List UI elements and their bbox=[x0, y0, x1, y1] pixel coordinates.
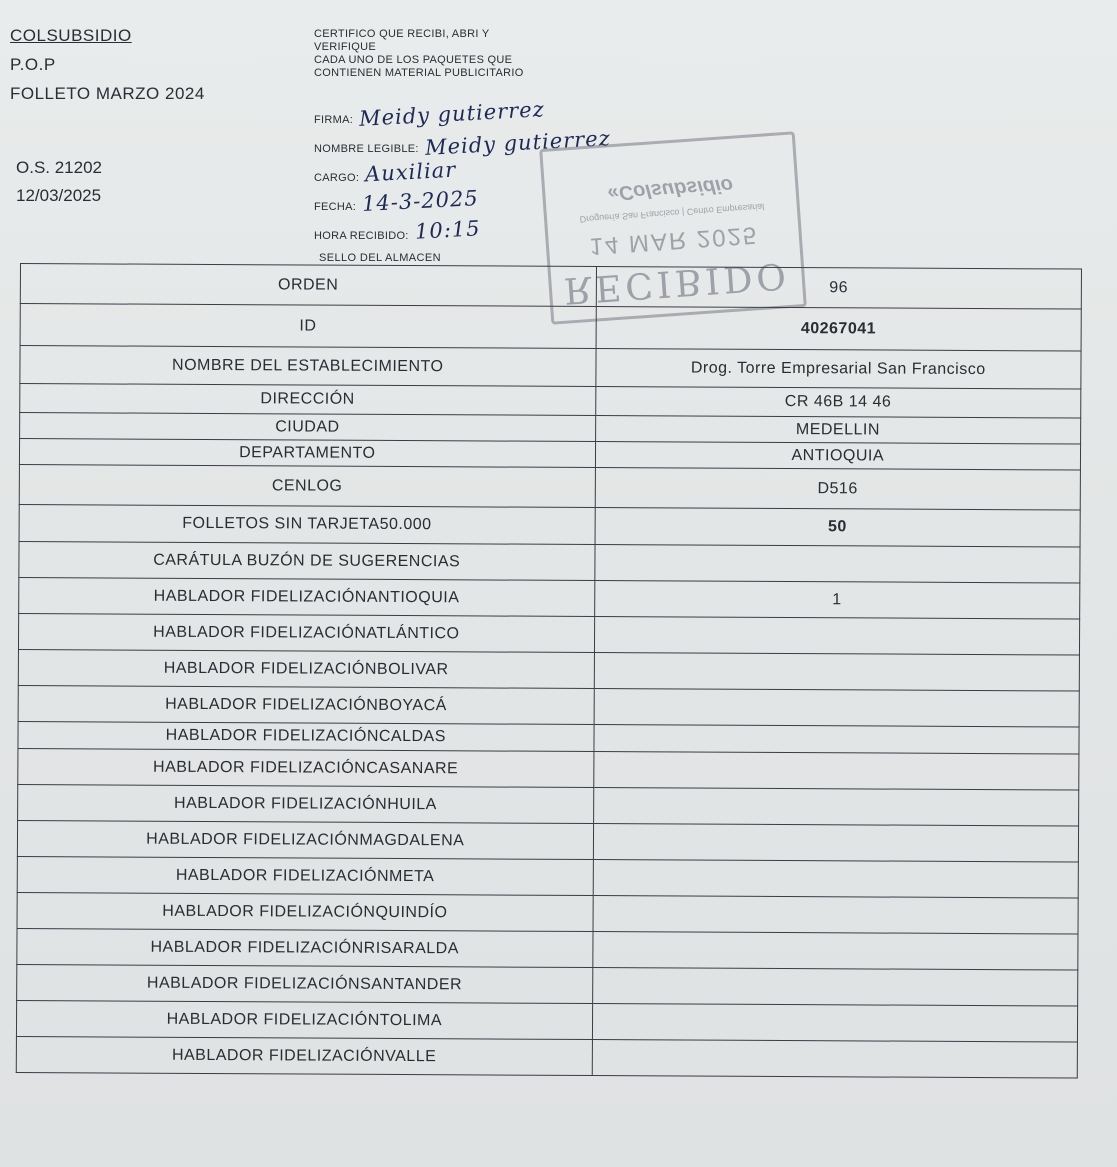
row-value: CR 46B 14 46 bbox=[595, 387, 1081, 419]
row-label: ORDEN bbox=[20, 264, 596, 307]
hora-label: HORA RECIBIDO: bbox=[314, 230, 409, 242]
table-row bbox=[19, 541, 1080, 583]
table-row bbox=[17, 964, 1078, 1006]
firma-field bbox=[314, 97, 611, 131]
row-label: HABLADOR FIDELIZACIÓNATLÁNTICO bbox=[18, 613, 594, 652]
table-row bbox=[18, 613, 1079, 655]
stamp-date: 14 MAR 2025 bbox=[588, 221, 759, 260]
table-row bbox=[16, 1000, 1077, 1042]
row-value: MEDELLIN bbox=[595, 416, 1081, 445]
row-value: 50 bbox=[595, 508, 1081, 548]
folleto-title: FOLLETO MARZO 2024 bbox=[10, 84, 205, 103]
firma-value: Meidy gutierrez bbox=[358, 97, 546, 131]
row-label: HABLADOR FIDELIZACIÓNTOLIMA bbox=[16, 1000, 592, 1039]
cert-line: VERIFIQUE bbox=[314, 41, 376, 53]
table-row bbox=[18, 748, 1079, 790]
row-value bbox=[594, 545, 1080, 584]
fecha-label: FECHA: bbox=[314, 201, 357, 213]
table-row bbox=[17, 928, 1078, 970]
row-label: HABLADOR FIDELIZACIÓNVALLE bbox=[16, 1036, 592, 1075]
table-row bbox=[19, 504, 1080, 547]
table-row bbox=[19, 577, 1080, 619]
row-value bbox=[593, 824, 1079, 863]
stamp-subtitle: Droguería San Francisco | Centro Empresarial bbox=[579, 201, 765, 225]
table-row bbox=[18, 649, 1079, 691]
row-value: ANTIOQUIA bbox=[595, 442, 1081, 471]
cert-line: CERTIFICO QUE RECIBI, ABRI Y bbox=[314, 28, 490, 40]
row-value: 40267041 bbox=[596, 307, 1082, 352]
table-row bbox=[19, 464, 1080, 510]
row-value bbox=[593, 788, 1079, 827]
row-value: 1 bbox=[594, 581, 1080, 620]
row-label: DEPARTAMENTO bbox=[19, 439, 595, 468]
table-row bbox=[18, 685, 1079, 727]
row-value bbox=[594, 689, 1080, 728]
dept-name: P.O.P bbox=[10, 55, 56, 74]
row-label: CIUDAD bbox=[20, 413, 596, 442]
row-value bbox=[592, 932, 1078, 971]
cert-line: CONTIENEN MATERIAL PUBLICITARIO bbox=[314, 67, 524, 79]
order-table bbox=[16, 263, 1082, 1079]
cargo-value: Auxiliar bbox=[364, 157, 458, 187]
os-number: O.S. 21202 bbox=[16, 158, 103, 177]
row-label: CARÁTULA BUZÓN DE SUGERENCIAS bbox=[19, 541, 595, 580]
row-value: 96 bbox=[596, 267, 1082, 310]
sello-label: SELLO DEL ALMACEN bbox=[319, 252, 441, 264]
cert-line: CADA UNO DE LOS PAQUETES QUE bbox=[314, 54, 513, 66]
row-value bbox=[592, 968, 1078, 1007]
row-label: FOLLETOS SIN TARJETA50.000 bbox=[19, 504, 595, 544]
os-date: 12/03/2025 bbox=[16, 186, 102, 205]
row-label: HABLADOR FIDELIZACIÓNBOLIVAR bbox=[18, 649, 594, 688]
table-row bbox=[16, 1036, 1077, 1078]
row-label: HABLADOR FIDELIZACIÓNANTIOQUIA bbox=[19, 577, 595, 616]
order-info bbox=[16, 154, 102, 210]
row-label: HABLADOR FIDELIZACIÓNBOYACÁ bbox=[18, 685, 594, 724]
row-value bbox=[593, 896, 1079, 935]
firma-label: FIRMA: bbox=[314, 114, 354, 126]
row-label: HABLADOR FIDELIZACIÓNCALDAS bbox=[18, 721, 594, 751]
row-value bbox=[594, 617, 1080, 656]
row-label: DIRECCIÓN bbox=[20, 384, 596, 416]
cargo-label: CARGO: bbox=[314, 172, 360, 184]
row-value bbox=[593, 752, 1079, 791]
table-row bbox=[17, 820, 1078, 862]
nombre-label: NOMBRE LEGIBLE: bbox=[314, 143, 419, 155]
row-label: HABLADOR FIDELIZACIÓNSANTANDER bbox=[17, 964, 593, 1003]
fecha-value: 14-3-2025 bbox=[361, 185, 480, 217]
stamp-brand: «Colsubsidio bbox=[606, 173, 734, 205]
table-row bbox=[18, 784, 1079, 826]
row-label: HABLADOR FIDELIZACIÓNQUINDÍO bbox=[17, 892, 593, 931]
row-value bbox=[593, 860, 1079, 899]
row-label: CENLOG bbox=[19, 464, 595, 507]
row-value: Drog. Torre Empresarial San Francisco bbox=[595, 349, 1081, 390]
hora-value: 10:15 bbox=[414, 216, 481, 244]
row-label: HABLADOR FIDELIZACIÓNHUILA bbox=[18, 784, 594, 823]
row-label: ID bbox=[20, 304, 596, 349]
row-value bbox=[594, 653, 1080, 692]
header-block bbox=[10, 26, 205, 113]
table-row bbox=[17, 892, 1078, 934]
table-row bbox=[20, 346, 1081, 390]
stamp-title: RECIBIDO bbox=[562, 254, 792, 311]
row-value bbox=[592, 1004, 1078, 1043]
row-label: HABLADOR FIDELIZACIÓNMETA bbox=[17, 856, 593, 895]
org-name: COLSUBSIDIO bbox=[10, 26, 132, 45]
table-row bbox=[20, 304, 1081, 352]
row-value bbox=[594, 725, 1080, 755]
row-value bbox=[592, 1040, 1078, 1079]
row-value: D516 bbox=[595, 468, 1081, 511]
certification-text bbox=[314, 28, 524, 80]
row-label: HABLADOR FIDELIZACIÓNRISARALDA bbox=[17, 928, 593, 967]
table-row bbox=[20, 264, 1081, 310]
row-label: NOMBRE DEL ESTABLECIMIENTO bbox=[20, 346, 596, 387]
table-row bbox=[17, 856, 1078, 898]
row-label: HABLADOR FIDELIZACIÓNMAGDALENA bbox=[17, 820, 593, 859]
nombre-value: Meidy gutierrez bbox=[424, 126, 612, 160]
row-label: HABLADOR FIDELIZACIÓNCASANARE bbox=[18, 748, 594, 787]
